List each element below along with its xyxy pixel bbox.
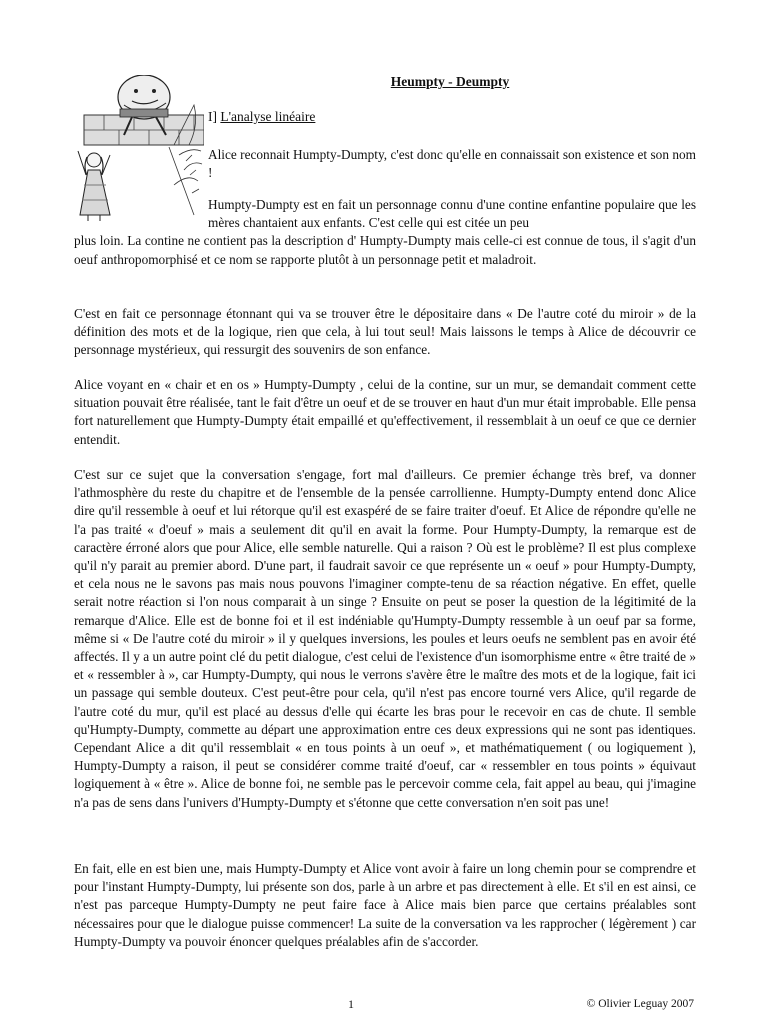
section-label: L'analyse linéaire [220, 109, 316, 124]
paragraph-2-continued: plus loin. La contine ne contient pas la description d' Humpty-Dumpty mais celle-ci est connue de tous, il s'agit d'un oeuf anthropomorphisé et ce nom se rapporte plutôt à un personnage petit et maladroit. [74, 233, 696, 267]
paragraph-1: Alice reconnait Humpty-Dumpty, c'est donc qu'elle en connaissait son existence et son nom ! [208, 147, 696, 181]
section-number: I] [208, 109, 217, 124]
paragraph-5: C'est sur ce sujet que la conversation s'engage, fort mal d'ailleurs. Ce premier échange très bref, va donner l'athmosphère du reste du chapitre et de l'ensemble de la pensée carrollienne. Humpty-Dumpty entend donc Alice dire qu'il ressemble à oeuf et lui rétorque qu'il est exaspéré de se faire traiter d'oeuf. Et Alice de répondre qu'elle ne l'a pas traité « d'oeuf » mais a seulement dit qu'il en avait la forme. Pour Humpty-Dumpty, la remarque est de caractère érroné alors que pour Alice, elle semble naturelle. Qui a raison ? Où est le problème? Il est plus complexe qu'il n'y parait au premier abord. D'une part, il faudrait savoir ce que représente un « oeuf » pour Humpty-Dumpty, et cela nous ne le savons pas mais nous pouvons l'imaginer compte-tenu de sa réaction négative. En effet, quelle serait notre réaction si l'on nous comparait à un singe ? Ensuite on peut se poser la question de la légitimité de la remarque d'Alice. Elle est de bonne foi et il est indéniable qu'Humpty-Dumpty ressemble à un oeuf par sa forme, même si « De l'autre coté du miroir » il y quelques inversions, les poules et leurs oeufs ne semblent pas en avoir été affectés. Il y a un autre point clé du petit dialogue, c'est celui de l'existence d'un isomorphisme entre « être traité de » et « ressembler à », car Humpty-Dumpty, qui nous le verrons s'avère être le maître des mots et de la logique, fait ici un passage qui semble douteux. C'est peut-être pour cela, qu'il n'est pas encore tourné vers Alice, qu'il regarde de l'autre coté du mur, qu'il est placé au dessus d'elle qui écarte les bras pour le recevoir en cas de chute. Il semble qu'Humpty-Dumpty, commette au départ une approximation entre ces deux expressions qui ne sont pas identiques. Cependant Alice a dit qu'il ressemblait « en tous points à un oeuf », et mathématiquement ( ou logiquement ), Humpty-Dumpty a raison, il peut se considérer comme traité d'oeuf, car « ressembler en tous points » équivaut logiquement à « être ». Alice de bonne foi, ne semble pas le percevoir comme cela, fait appel au beau, qui j'imagine n'a pas de sens dans l'univers d'Humpty-Dumpty et s'étonne que cette conversation n'en soit pas une! [74, 467, 696, 810]
page-number: 1 [348, 997, 354, 1011]
paragraph-4: Alice voyant en « chair et en os » Humpty-Dumpty , celui de la contine, sur un mur, se demandait comment cette situation pouvait être réalisée, tant le fait d'être un oeuf et de se trouver en haut d'un mur était improbable. Elle pensa fort naturellement que Humpty-Dumpty était empaillé et qu'effectivement, il ressemblait à un oeuf ce que ce dernier entendit. [74, 377, 696, 447]
paragraph-3: C'est en fait ce personnage étonnant qui va se trouver être le dépositaire dans « De l'autre coté du miroir » de la définition des mots et de la logique, rien que cela, à lui tout seul! Mais laissons le temps à Alice de découvrir ce personnage mystérieux, qui ressurgit des souvenirs de son enfance. [74, 306, 696, 358]
paragraph-2 [74, 196, 696, 269]
paragraph-2-indented: Humpty-Dumpty est en fait un personnage connu d'une contine enfantine populaire que les mères chantaient aux enfants. C'est celle qui est citée un peu [208, 197, 696, 231]
document-title: Heumpty - Deumpty [390, 74, 510, 89]
copyright-notice: © Olivier Leguay 2007 [586, 998, 694, 1010]
paragraph-6: En fait, elle en est bien une, mais Humpty-Dumpty et Alice vont avoir à faire un long chemin pour se comprendre et pour l'instant Humpty-Dumpty, lui présente son dos, parle à un arbre et pas directement à elle. Et s'il en est ainsi, ce n'est pas parceque Humpty-Dumpty ne peut faire face à Alice mais bien parce que certains préalables sont nécessaires pour que le dialogue puisse commencer! La suite de la conversation va les rapprocher ( légèrement ) car Humpty-Dumpty va pouvoir énoncer quelques préalables afin de s'accorder. [74, 861, 696, 949]
section-heading [208, 109, 315, 125]
